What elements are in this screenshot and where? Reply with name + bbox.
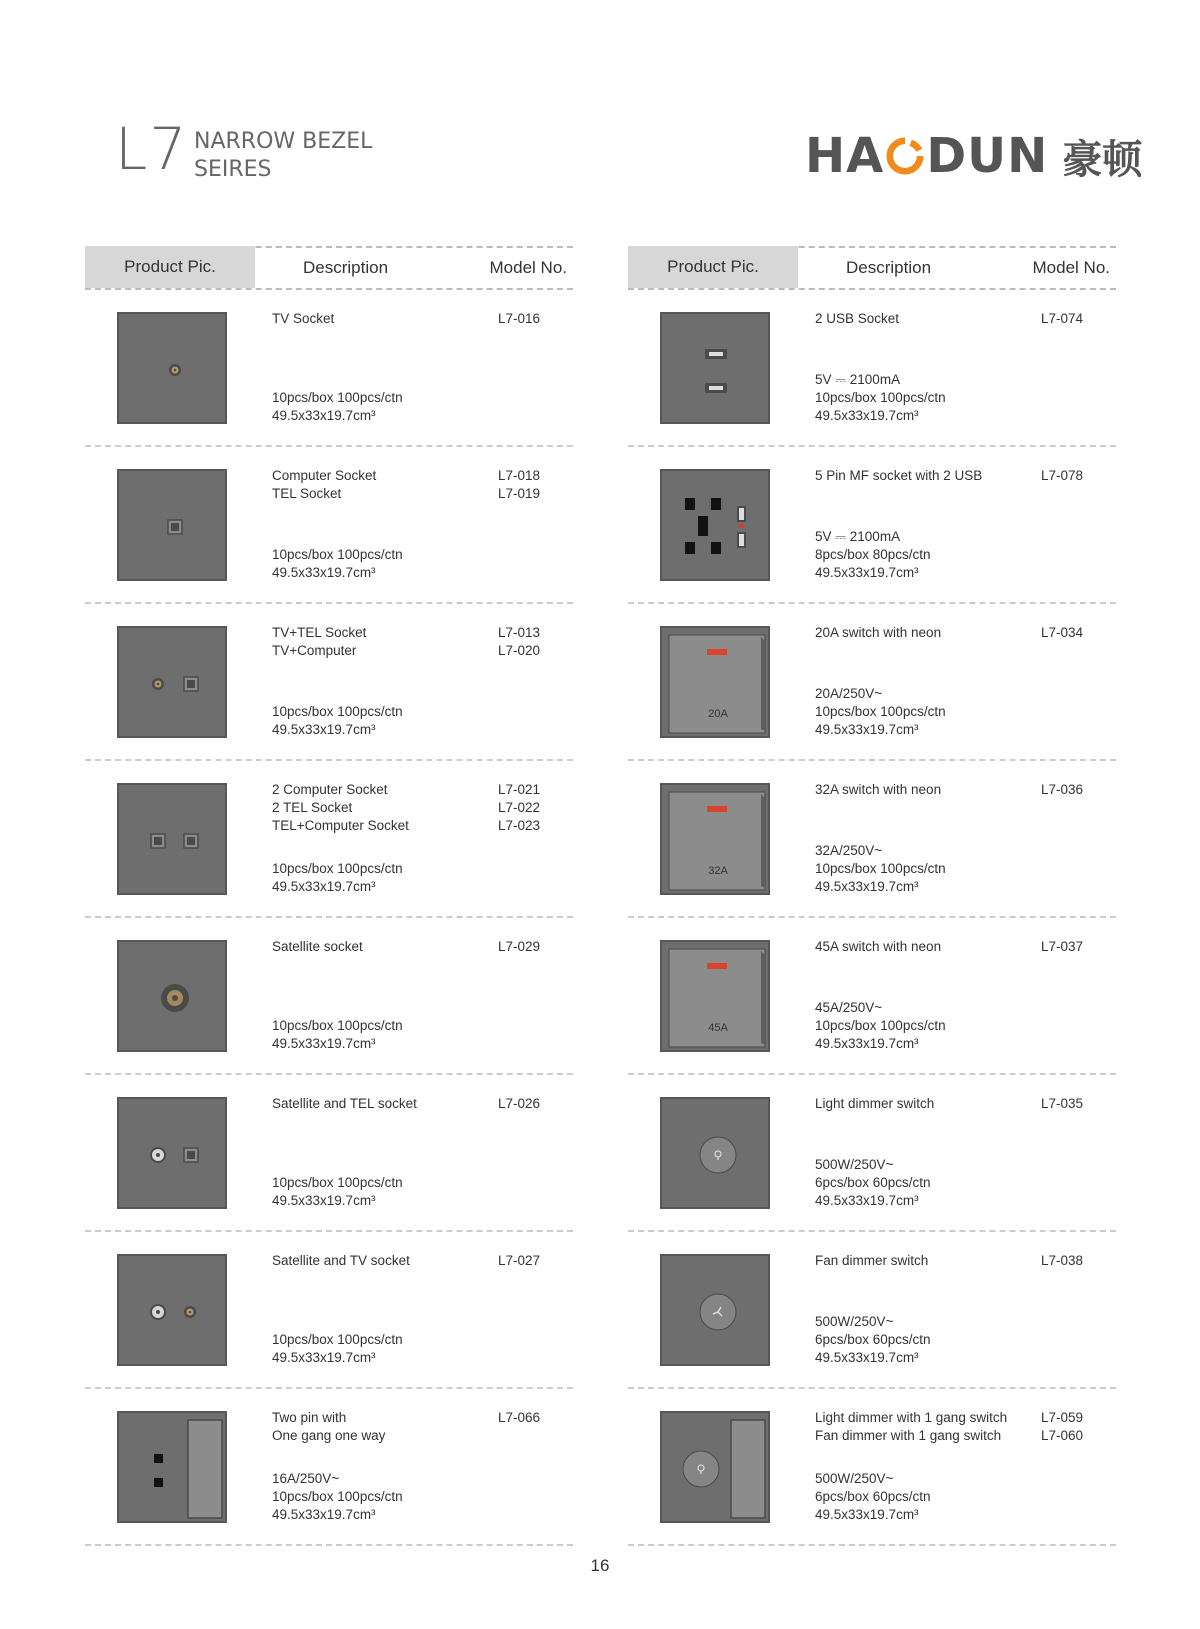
model-number: L7-038 — [1041, 1253, 1084, 1268]
packing-spec: 500W/250V~ 6pcs/box 60pcs/ctn 49.5x33x19.7cm³ — [815, 1471, 931, 1522]
satellite-socket-icon — [117, 940, 227, 1052]
two-pin-switch-icon — [117, 1411, 227, 1523]
model-number: L7-078 — [1041, 468, 1084, 483]
satellite-tel-socket-icon — [117, 1097, 227, 1209]
model-number: L7-036 — [1041, 782, 1084, 797]
product-description: Light dimmer with 1 gang switch Fan dimmer with 1 gang switch — [815, 1410, 1008, 1443]
model-number: L7-013 L7-020 — [498, 625, 541, 658]
packing-spec: 5V ⎓ 2100mA 8pcs/box 80pcs/ctn 49.5x33x19.7cm³ — [815, 529, 931, 580]
light-dimmer-icon — [660, 1097, 770, 1209]
product-row — [85, 918, 573, 1075]
table-header — [628, 246, 1116, 290]
product-row — [85, 1075, 573, 1232]
model-number: L7-026 — [498, 1096, 541, 1111]
product-row — [85, 1232, 573, 1389]
product-description: Light dimmer switch — [815, 1096, 935, 1111]
model-number: L7-074 — [1041, 311, 1084, 326]
product-description: 45A switch with neon — [815, 939, 942, 954]
packing-spec: 10pcs/box 100pcs/ctn 49.5x33x19.7cm³ — [272, 861, 403, 894]
packing-spec: 10pcs/box 100pcs/ctn 49.5x33x19.7cm³ — [272, 704, 403, 737]
header-description: Description — [846, 258, 932, 277]
brand-logo — [805, 128, 1142, 184]
header-product-pic: Product Pic. — [85, 246, 255, 288]
dual-data-socket-icon — [117, 783, 227, 895]
packing-spec: 20A/250V~ 10pcs/box 100pcs/ctn 49.5x33x19.7cm³ — [815, 686, 946, 737]
series-subtitle — [194, 128, 372, 184]
product-description: Satellite socket — [272, 939, 363, 954]
product-row — [85, 290, 573, 447]
product-description: 5 Pin MF socket with 2 USB — [815, 468, 983, 483]
satellite-tv-socket-icon — [117, 1254, 227, 1366]
table-header — [85, 246, 573, 290]
product-row — [628, 761, 1116, 918]
product-row — [628, 1075, 1116, 1232]
packing-spec: 32A/250V~ 10pcs/box 100pcs/ctn 49.5x33x19.7cm³ — [815, 843, 946, 894]
product-row — [85, 604, 573, 761]
product-description: Two pin with One gang one way — [272, 1410, 386, 1443]
model-number: L7-066 — [498, 1410, 541, 1425]
model-number: L7-034 — [1041, 625, 1084, 640]
product-description: Satellite and TV socket — [272, 1253, 410, 1268]
left-product-table — [85, 246, 573, 1546]
product-row — [85, 447, 573, 604]
model-number: L7-016 — [498, 311, 541, 326]
series-title: L7 — [115, 115, 189, 183]
product-row — [628, 918, 1116, 1075]
tv-tel-socket-icon — [117, 626, 227, 738]
product-row — [628, 1389, 1116, 1546]
page-number: 16 — [590, 1556, 610, 1575]
logo-text-left: HA — [805, 128, 885, 184]
product-description: 32A switch with neon — [815, 782, 942, 797]
product-description: Satellite and TEL socket — [272, 1096, 417, 1111]
right-product-table — [628, 246, 1116, 1546]
product-description: TV Socket — [272, 311, 335, 326]
packing-spec: 10pcs/box 100pcs/ctn 49.5x33x19.7cm³ — [272, 390, 403, 423]
packing-spec: 10pcs/box 100pcs/ctn 49.5x33x19.7cm³ — [272, 1175, 403, 1208]
header-model-no: Model No. — [1032, 258, 1110, 277]
switch-neon-icon — [660, 626, 770, 738]
product-description: Fan dimmer switch — [815, 1253, 929, 1268]
product-row — [628, 290, 1116, 447]
packing-spec: 5V ⎓ 2100mA 10pcs/box 100pcs/ctn 49.5x33x19.7cm³ — [815, 372, 946, 423]
product-row — [628, 1232, 1116, 1389]
header-product-pic: Product Pic. — [628, 246, 798, 288]
packing-spec: 16A/250V~ 10pcs/box 100pcs/ctn 49.5x33x19.7cm³ — [272, 1471, 403, 1522]
product-description: Computer Socket TEL Socket — [272, 468, 377, 501]
fan-dimmer-icon — [660, 1254, 770, 1366]
product-row — [85, 761, 573, 918]
model-number: L7-035 — [1041, 1096, 1084, 1111]
product-description: TV+TEL Socket TV+Computer — [272, 625, 367, 658]
svg-text:45A: 45A — [708, 1022, 728, 1034]
packing-spec: 10pcs/box 100pcs/ctn 49.5x33x19.7cm³ — [272, 1018, 403, 1051]
switch-neon-icon — [660, 940, 770, 1052]
product-row — [85, 1389, 573, 1546]
model-number: L7-037 — [1041, 939, 1084, 954]
model-number: L7-027 — [498, 1253, 541, 1268]
model-number: L7-021 L7-022 L7-023 — [498, 782, 541, 833]
tv-socket-icon — [117, 312, 227, 424]
product-row — [628, 604, 1116, 761]
model-number: L7-029 — [498, 939, 541, 954]
logo-chinese: 豪顿 — [1062, 136, 1143, 183]
switch-neon-icon — [660, 783, 770, 895]
subtitle-line-1: NARROW BEZEL — [194, 129, 373, 154]
product-description: 2 Computer Socket 2 TEL Socket TEL+Computer Socket — [272, 782, 409, 833]
packing-spec: 45A/250V~ 10pcs/box 100pcs/ctn 49.5x33x19.7cm³ — [815, 1000, 946, 1051]
packing-spec: 10pcs/box 100pcs/ctn 49.5x33x19.7cm³ — [272, 547, 403, 580]
dimmer-with-switch-icon — [660, 1411, 770, 1523]
computer-socket-icon — [117, 469, 227, 581]
svg-text:32A: 32A — [708, 865, 728, 877]
packing-spec: 500W/250V~ 6pcs/box 60pcs/ctn 49.5x33x19.7cm³ — [815, 1157, 931, 1208]
svg-text:20A: 20A — [708, 708, 728, 720]
model-number: L7-059 L7-060 — [1041, 1410, 1084, 1443]
product-row — [628, 447, 1116, 604]
header-model-no: Model No. — [489, 258, 567, 277]
model-number: L7-018 L7-019 — [498, 468, 541, 501]
subtitle-line-2: SEIRES — [194, 157, 272, 182]
product-description: 2 USB Socket — [815, 311, 900, 326]
logo-o-icon — [886, 137, 924, 175]
packing-spec: 10pcs/box 100pcs/ctn 49.5x33x19.7cm³ — [272, 1332, 403, 1365]
usb-socket-icon — [660, 312, 770, 424]
logo-text-right: DUN — [926, 128, 1049, 184]
packing-spec: 500W/250V~ 6pcs/box 60pcs/ctn 49.5x33x19.7cm³ — [815, 1314, 931, 1365]
header-description: Description — [303, 258, 389, 277]
product-description: 20A switch with neon — [815, 625, 942, 640]
mf-usb-socket-icon — [660, 469, 770, 581]
